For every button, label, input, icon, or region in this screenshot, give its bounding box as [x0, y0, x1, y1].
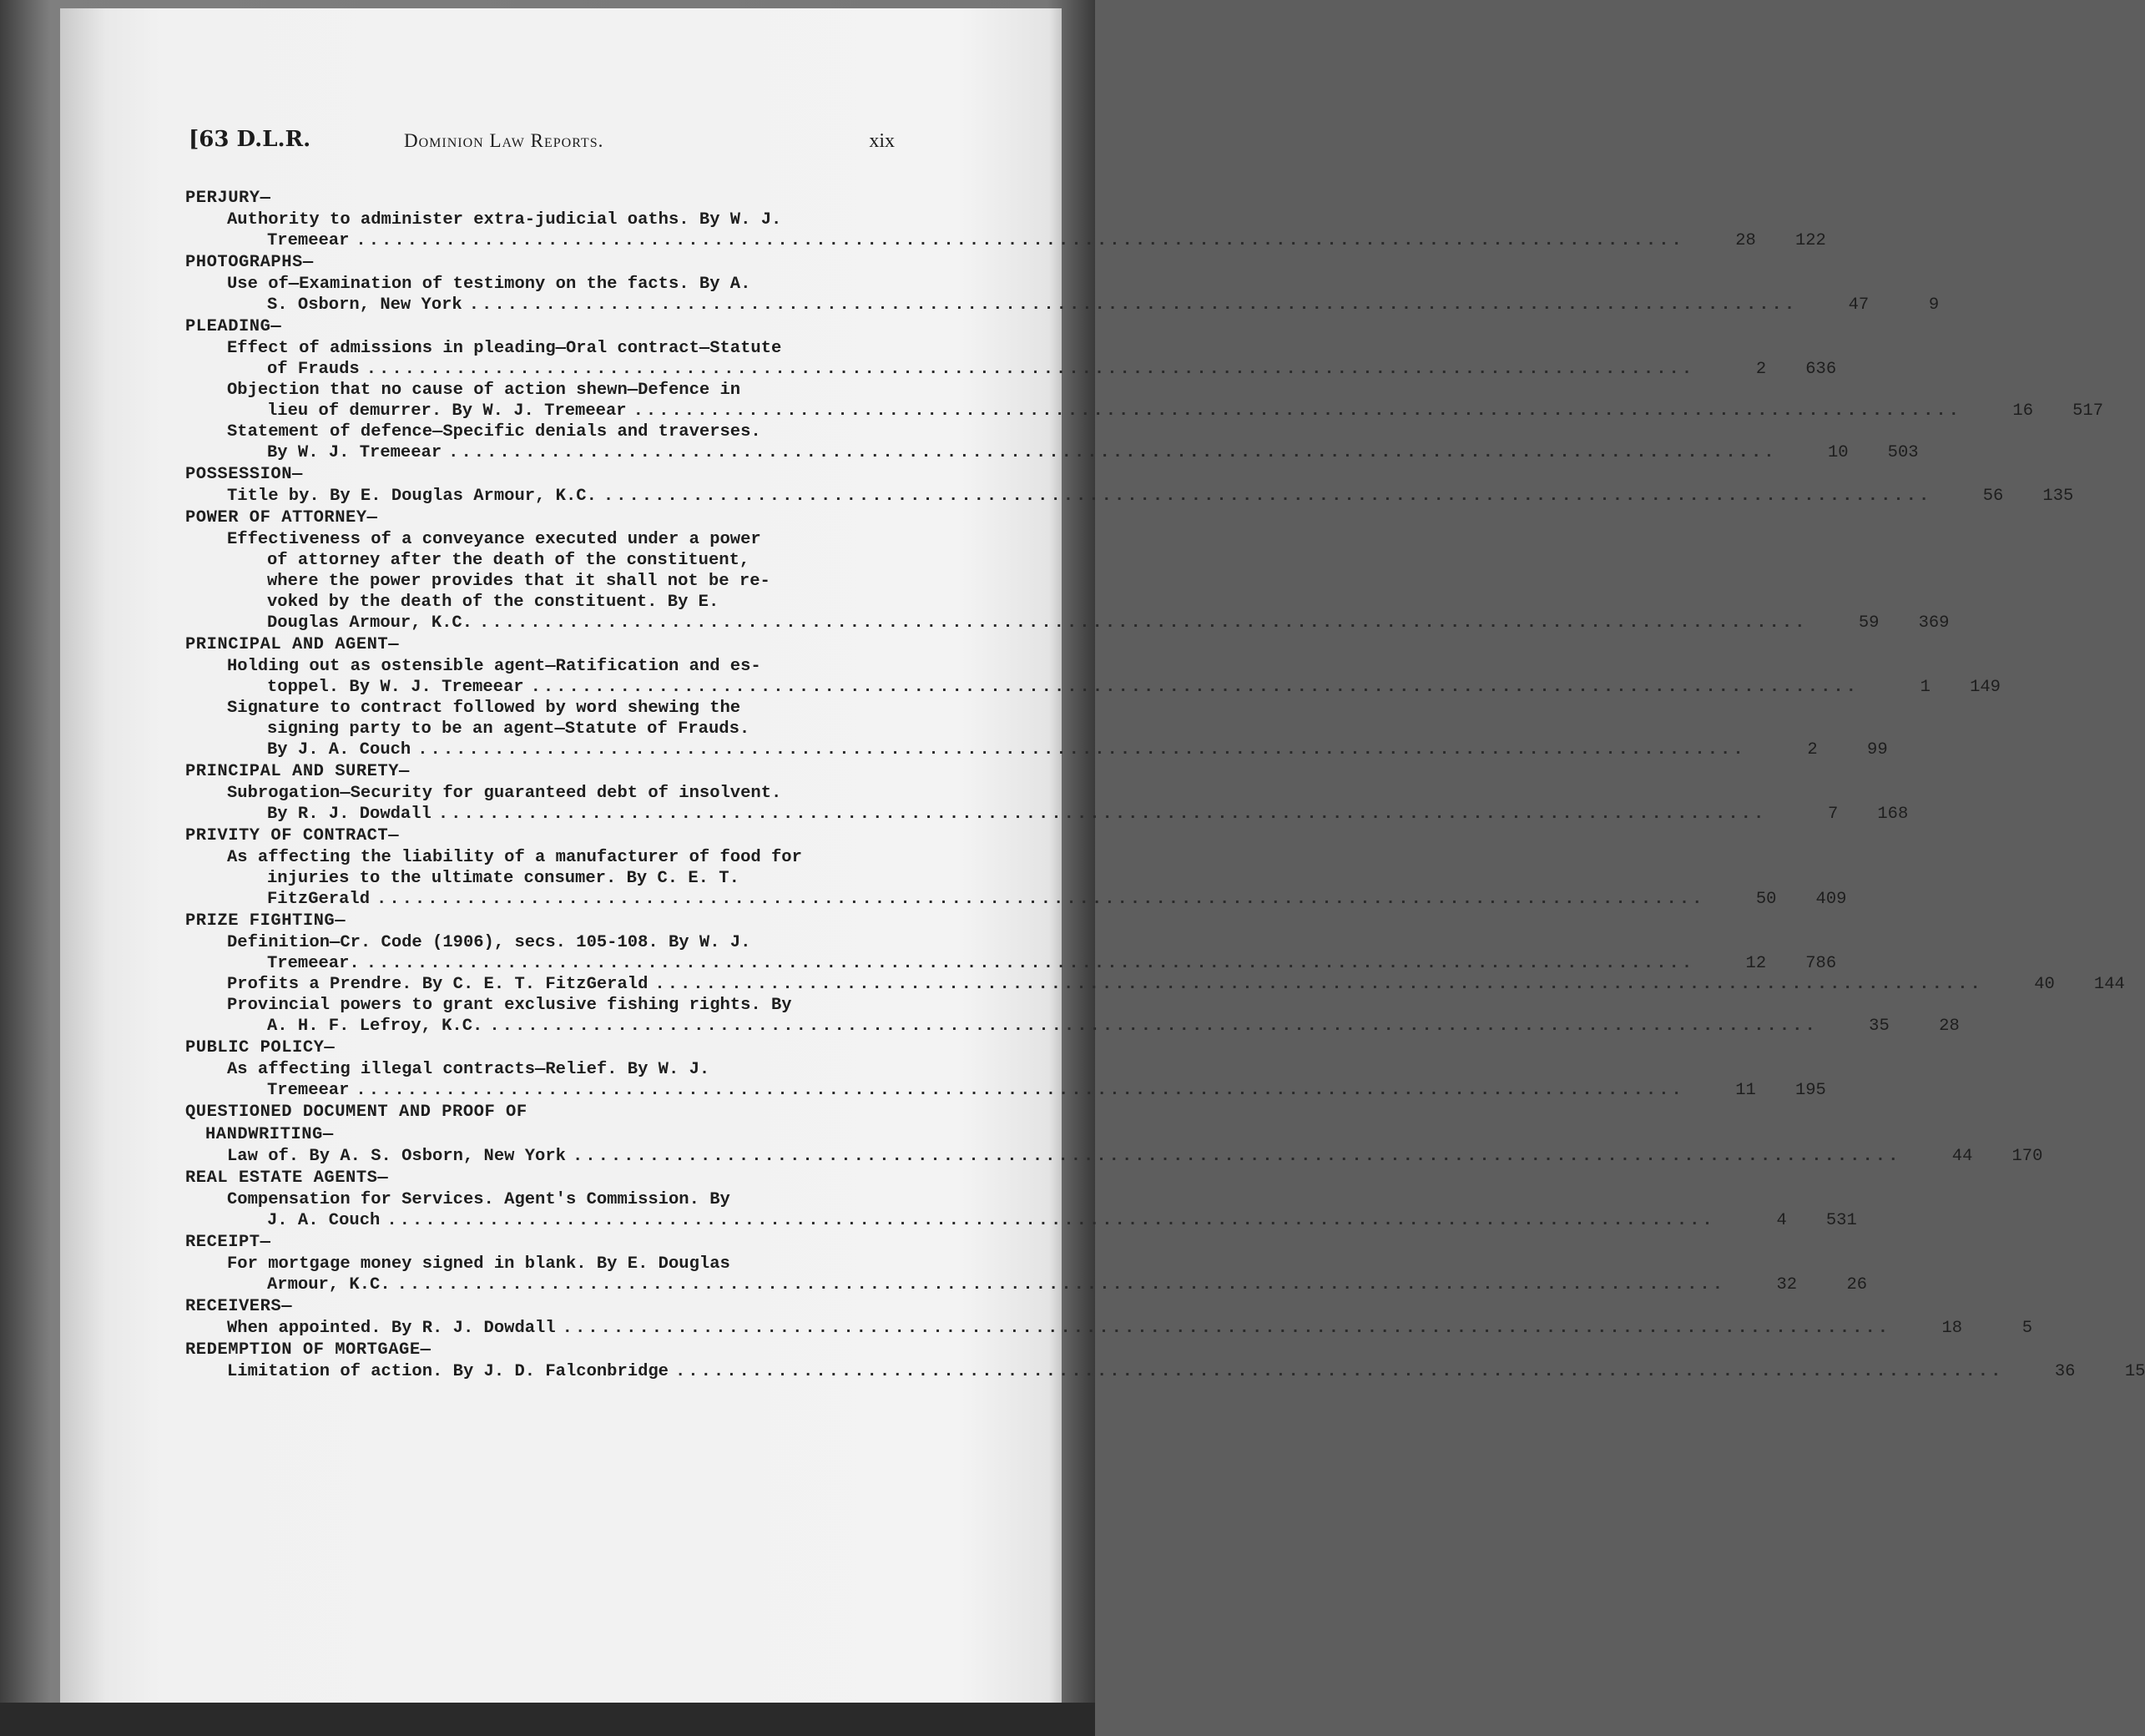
entry-reference [1805, 295, 1939, 315]
page-reference: 9 [1928, 295, 1940, 315]
volume-number: 11 [1735, 1081, 1756, 1100]
index-entry [185, 698, 1888, 760]
entry-text-line: Effect of admissions in pleading—Oral contract—Statute [227, 339, 782, 358]
entry-final-line [185, 1274, 1868, 1295]
volume-number: 44 [1951, 1147, 1973, 1166]
index-section [185, 187, 1826, 251]
page-reference: 636 [1805, 360, 1837, 379]
dot-leader: ........................................................................................................ [396, 1275, 1726, 1294]
dot-leader: ........................................................................................................ [356, 1081, 1684, 1100]
entry-reference [1693, 230, 1826, 251]
section-heading: POSSESSION— [185, 465, 303, 484]
volume-number: 40 [2034, 975, 2055, 994]
dot-leader: ........................................................................................................ [468, 295, 1798, 315]
entry-text-line: Use of—Examination of testimony on the facts. By A. [227, 275, 751, 294]
entry-text: Tremeear [267, 231, 350, 250]
entry-final-line [185, 1318, 2033, 1339]
page-reference: 5 [2021, 1319, 2033, 1338]
index-entry [185, 486, 2074, 507]
dot-leader: ........................................................................................................ [562, 1319, 1891, 1338]
dot-leader: ........................................................................................................ [366, 360, 1695, 379]
entry-final-line [185, 442, 1919, 463]
volume-number: 12 [1745, 954, 1767, 973]
page-reference: 517 [2072, 401, 2103, 421]
entry-final-line [185, 804, 1909, 825]
entry-text-line: of attorney after the death of the constituent, [267, 551, 750, 570]
index-entry [185, 656, 2001, 698]
section-heading: POWER OF ATTORNEY— [185, 508, 378, 527]
entry-reference [1909, 1146, 2042, 1167]
dot-leader: ........................................................................................................ [376, 890, 1705, 909]
entry-final-line [185, 486, 2074, 507]
entry-text: lieu of demurrer. By W. J. Tremeear [267, 401, 627, 421]
section-heading: REDEMPTION OF MORTGAGE— [185, 1340, 432, 1360]
page-reference: 135 [2042, 487, 2074, 506]
entry-final-line [185, 1146, 2043, 1167]
volume-number: 35 [1869, 1017, 1890, 1036]
entry-text: Douglas Armour, K.C. [267, 613, 473, 633]
section-heading: PUBLIC POLICY— [185, 1038, 336, 1057]
entry-text: FitzGerald [267, 890, 371, 909]
entry-final-line [185, 359, 1837, 380]
index-entry [185, 380, 2103, 421]
page-reference: 144 [2093, 975, 2125, 994]
dot-leader: ........................................................................................................ [572, 1147, 1901, 1166]
entry-text: By R. J. Dowdall [267, 805, 432, 824]
entry-reference [1774, 804, 1908, 825]
entry-text-line: Provincial powers to grant exclusive fishing rights. By [227, 996, 792, 1015]
index-section [185, 1231, 1868, 1295]
entry-final-line [185, 613, 1950, 633]
scan-bottom-edge [0, 1703, 1095, 1736]
entry-reference [1826, 1016, 1960, 1037]
entry-text: toppel. By W. J. Tremeear [267, 678, 524, 697]
index-section [185, 1339, 2145, 1382]
index-section [185, 910, 2125, 1037]
page-reference: 122 [1794, 231, 1826, 250]
section-heading: PERJURY— [185, 189, 271, 208]
entry-reference [1724, 1210, 1857, 1231]
index-section [185, 1167, 1857, 1231]
entry-text-line: As affecting the liability of a manufacturer of food for [227, 848, 802, 867]
page-reference: 195 [1794, 1081, 1826, 1100]
volume-number: 7 [1827, 805, 1839, 824]
page-reference: 149 [1970, 678, 2001, 697]
entry-reference [1754, 739, 1888, 760]
entry-text: Tremeear [267, 1081, 350, 1100]
entry-text-line: injuries to the ultimate consumer. By C. E. T. [267, 869, 739, 888]
entry-text-line: where the power provides that it shall not be re- [267, 572, 770, 591]
entry-final-line [185, 739, 1888, 760]
section-heading: PHOTOGRAPHS— [185, 253, 314, 272]
entry-text: When appointed. By R. J. Dowdall [227, 1319, 556, 1338]
index-entry [185, 995, 1960, 1037]
entry-text-line: For mortgage money signed in blank. By E. Douglas [227, 1254, 730, 1274]
entry-final-line [185, 1080, 1826, 1101]
entry-text: Profits a Prendre. By C. E. T. FitzGerald [227, 975, 649, 994]
index-section [185, 1295, 2033, 1339]
volume-number: 36 [2054, 1362, 2076, 1381]
index-entry [185, 338, 1837, 380]
header-title: Dominion Law Reports. [404, 130, 604, 151]
entry-text: Armour, K.C. [267, 1275, 391, 1294]
index-entry [185, 209, 1826, 251]
volume-number: 10 [1827, 443, 1849, 462]
volume-number: 47 [1848, 295, 1870, 315]
dot-leader: ........................................................................................................ [356, 231, 1684, 250]
entry-final-line [185, 953, 1837, 974]
index-section [185, 1101, 2043, 1167]
page-reference: 15 [2124, 1362, 2145, 1381]
page-reference: 369 [1918, 613, 1950, 633]
page-reference: 786 [1805, 954, 1837, 973]
dot-leader: ........................................................................................................ [675, 1362, 2004, 1381]
page-reference: 170 [2011, 1147, 2043, 1166]
entry-reference [1867, 677, 2001, 698]
index-entry [185, 274, 1940, 315]
entry-text-line: Effectiveness of a conveyance executed under a power [227, 530, 761, 549]
index-section [185, 463, 2074, 507]
index-section [185, 825, 1847, 910]
entry-text-line: Statement of defence—Specific denials and traverses. [227, 422, 761, 442]
section-heading: PRINCIPAL AND SURETY— [185, 762, 410, 781]
index-content [185, 187, 2145, 1382]
entry-text-line: As affecting illegal contracts—Relief. By W. J. [227, 1060, 710, 1079]
index-entry [185, 421, 1919, 463]
volume-number: 4 [1776, 1211, 1787, 1230]
entry-reference [1815, 613, 1949, 633]
dot-leader: ........................................................................................................ [448, 443, 1777, 462]
entry-final-line [185, 230, 1826, 251]
page-reference: 168 [1877, 805, 1909, 824]
entry-final-line [185, 974, 2125, 995]
index-entry [185, 847, 1847, 910]
entry-text: A. H. F. Lefroy, K.C. [267, 1017, 483, 1036]
entry-final-line [185, 1210, 1857, 1231]
entry-text: Title by. By E. Douglas Armour, K.C. [227, 487, 597, 506]
entry-text: Law of. By A. S. Osborn, New York [227, 1147, 566, 1166]
index-entry [185, 529, 1950, 633]
running-header [189, 127, 895, 157]
entry-reference [1940, 486, 2073, 507]
entry-text: Limitation of action. By J. D. Falconbridge [227, 1362, 669, 1381]
section-heading: REAL ESTATE AGENTS— [185, 1168, 389, 1188]
index-section [185, 507, 1950, 633]
page-reference: 409 [1815, 890, 1847, 909]
entry-text: S. Osborn, New York [267, 295, 462, 315]
entry-final-line [185, 295, 1940, 315]
entry-text-line: Compensation for Services. Agent's Commission. By [227, 1190, 730, 1209]
dot-leader: ........................................................................................................ [417, 740, 1746, 760]
section-heading: HANDWRITING— [205, 1125, 334, 1144]
section-heading: PLEADING— [185, 317, 282, 336]
entry-final-line [185, 677, 2001, 698]
index-section [185, 315, 2103, 463]
entry-text-line: Objection that no cause of action shewn—Defence in [227, 381, 741, 400]
dot-leader: ........................................................................................................ [489, 1017, 1818, 1036]
entry-reference [1991, 974, 2125, 995]
dot-leader: ........................................................................................................ [603, 487, 1932, 506]
section-heading: RECEIVERS— [185, 1297, 293, 1316]
page-reference: 26 [1846, 1275, 1868, 1294]
entry-reference [1970, 401, 2103, 421]
entry-final-line [185, 1016, 1960, 1037]
page-reference: 28 [1939, 1017, 1960, 1036]
volume-number: 56 [1982, 487, 2004, 506]
index-section [185, 251, 1940, 315]
entry-text: of Frauds [267, 360, 360, 379]
entry-text-line: Definition—Cr. Code (1906), secs. 105-108. By W. J. [227, 933, 751, 952]
entry-reference [2011, 1361, 2145, 1382]
page-reference: 531 [1825, 1211, 1857, 1230]
dot-leader: ........................................................................................................ [633, 401, 1961, 421]
index-entry [185, 1059, 1826, 1101]
volume-number: 1 [1920, 678, 1930, 697]
dot-leader: ........................................................................................................ [654, 975, 1983, 994]
index-entry [185, 1318, 2033, 1339]
index-entry [185, 1146, 2043, 1167]
index-entry [185, 783, 1909, 825]
entry-reference [1703, 953, 1836, 974]
index-entry [185, 932, 1837, 974]
volume-number: 50 [1755, 890, 1777, 909]
index-entry [185, 1361, 2145, 1382]
volume-number: 2 [1755, 360, 1767, 379]
dot-leader: ........................................................................................................ [366, 954, 1695, 973]
entry-text-line: signing party to be an agent—Statute of Frauds. [267, 719, 750, 739]
entry-reference [1713, 889, 1846, 910]
page-reference: 99 [1867, 740, 1888, 760]
section-heading: RECEIPT— [185, 1233, 271, 1252]
dot-leader: ........................................................................................................ [479, 613, 1808, 633]
section-heading: PRIVITY OF CONTRACT— [185, 826, 400, 845]
entry-reference [1703, 359, 1836, 380]
index-section [185, 760, 1909, 825]
entry-text-line: Signature to contract followed by word shewing the [227, 699, 741, 718]
entry-reference [1734, 1274, 1867, 1295]
header-volume: [63 D.L.R. [189, 127, 311, 152]
entry-text: By J. A. Couch [267, 740, 411, 760]
index-section [185, 633, 2001, 760]
index-section [185, 1037, 1826, 1101]
index-entry [185, 1254, 1868, 1295]
volume-number: 2 [1807, 740, 1818, 760]
entry-text-line: Subrogation—Security for guaranteed debt of insolvent. [227, 784, 782, 803]
entry-final-line [185, 1361, 2145, 1382]
dot-leader: ........................................................................................................ [386, 1211, 1715, 1230]
volume-number: 28 [1735, 231, 1756, 250]
volume-number: 59 [1858, 613, 1880, 633]
section-heading: PRIZE FIGHTING— [185, 911, 346, 931]
dot-leader: ........................................................................................................ [437, 805, 1767, 824]
page-reference: 503 [1887, 443, 1919, 462]
entry-reference [1693, 1080, 1826, 1101]
section-heading: PRINCIPAL AND AGENT— [185, 635, 400, 654]
volume-number: 18 [1941, 1319, 1963, 1338]
entry-reference [1785, 442, 1919, 463]
entry-reference [1899, 1318, 2032, 1339]
index-entry [185, 1189, 1857, 1231]
entry-text: Tremeear. [267, 954, 360, 973]
entry-text: J. A. Couch [267, 1211, 381, 1230]
entry-text: By W. J. Tremeear [267, 443, 442, 462]
section-heading: QUESTIONED DOCUMENT AND PROOF OF [185, 1103, 527, 1122]
header-page-number: xix [869, 130, 895, 152]
entry-final-line [185, 401, 2103, 421]
volume-number: 32 [1776, 1275, 1798, 1294]
index-entry [185, 974, 2125, 995]
entry-text-line: Holding out as ostensible agent—Ratification and es- [227, 657, 761, 676]
dot-leader: ........................................................................................................ [530, 678, 1859, 697]
entry-text-line: Authority to administer extra-judicial oaths. By W. J. [227, 210, 782, 230]
entry-text-line: voked by the death of the constituent. By E. [267, 593, 719, 612]
volume-number: 16 [2012, 401, 2033, 421]
entry-final-line [185, 889, 1847, 910]
